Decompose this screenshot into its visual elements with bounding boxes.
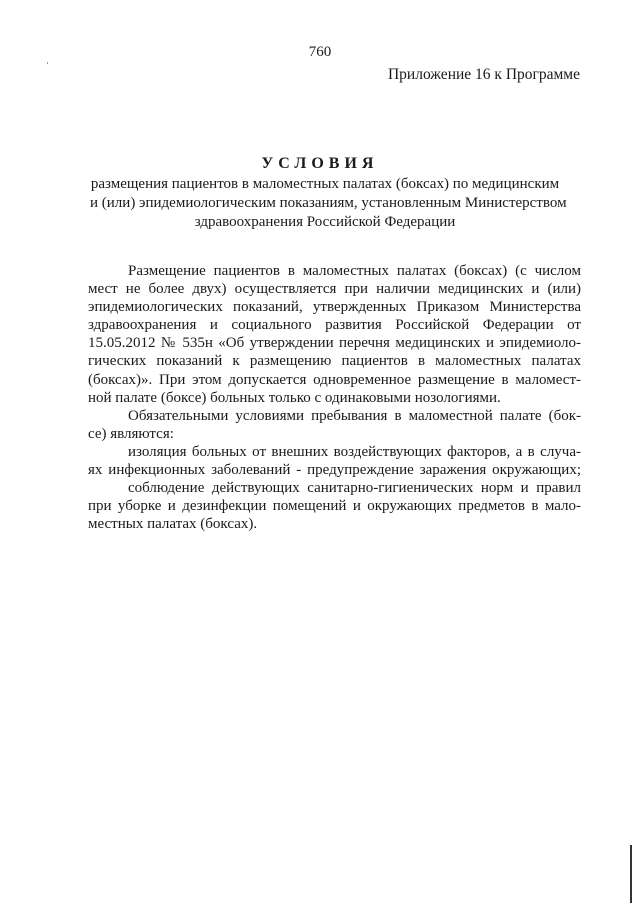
subtitle-line: и (или) эпидемиологическим показаниям, установленным Министерством (90, 195, 567, 211)
body-line: здравоохранения и социального развития Российской Федерации от (88, 317, 581, 334)
document-subtitle (90, 175, 567, 232)
body-line: Размещение пациентов в маломестных палатах (боксах) (с числом (128, 263, 581, 279)
body-line: ях инфекционных заболеваний - предупреждение заражения окружающих; (88, 462, 581, 479)
body-line: изоляция больных от внешних воздействующих факторов, а в случа- (128, 443, 581, 460)
body-line: 15.05.2012 № 535н «Об утверждении перечня медицинских и эпидемиоло- (88, 335, 581, 352)
document-title: УСЛОВИЯ (261, 155, 379, 172)
body-line: местных палатах (боксах). (88, 516, 258, 533)
body-line: соблюдение действующих санитарно-гигиенических норм и правил (128, 480, 581, 497)
page-number: 760 (308, 44, 332, 60)
subtitle-line: размещения пациентов в маломестных палатах (боксах) по медицинским (90, 176, 560, 192)
appendix-label: Приложение 16 к Программе (387, 66, 580, 83)
body-line: (боксах)». При этом допускается одновременное размещение в маломест- (88, 371, 581, 388)
body-line: эпидемиологических показаний, утвержденных Приказом Министерства (88, 299, 581, 316)
body-line: гических показаний к размещению пациентов в маломестных палатах (88, 353, 581, 370)
document-body (88, 262, 581, 533)
scan-artifact (630, 845, 632, 903)
body-line: мест не более двух) осуществляется при наличии медицинских и (или) (88, 281, 581, 298)
body-line: ной палате (боксе) больных только с одинаковыми нозологиями. (88, 389, 501, 406)
body-line: при уборке и дезинфекции помещений и окружающих предметов в мало- (88, 498, 581, 515)
body-line: се) являются: (88, 425, 174, 442)
subtitle-line: здравоохранения Российской Федерации (194, 214, 456, 230)
scan-artifact (47, 62, 48, 64)
body-line: Обязательными условиями пребывания в маломестной палате (бок- (128, 407, 581, 424)
